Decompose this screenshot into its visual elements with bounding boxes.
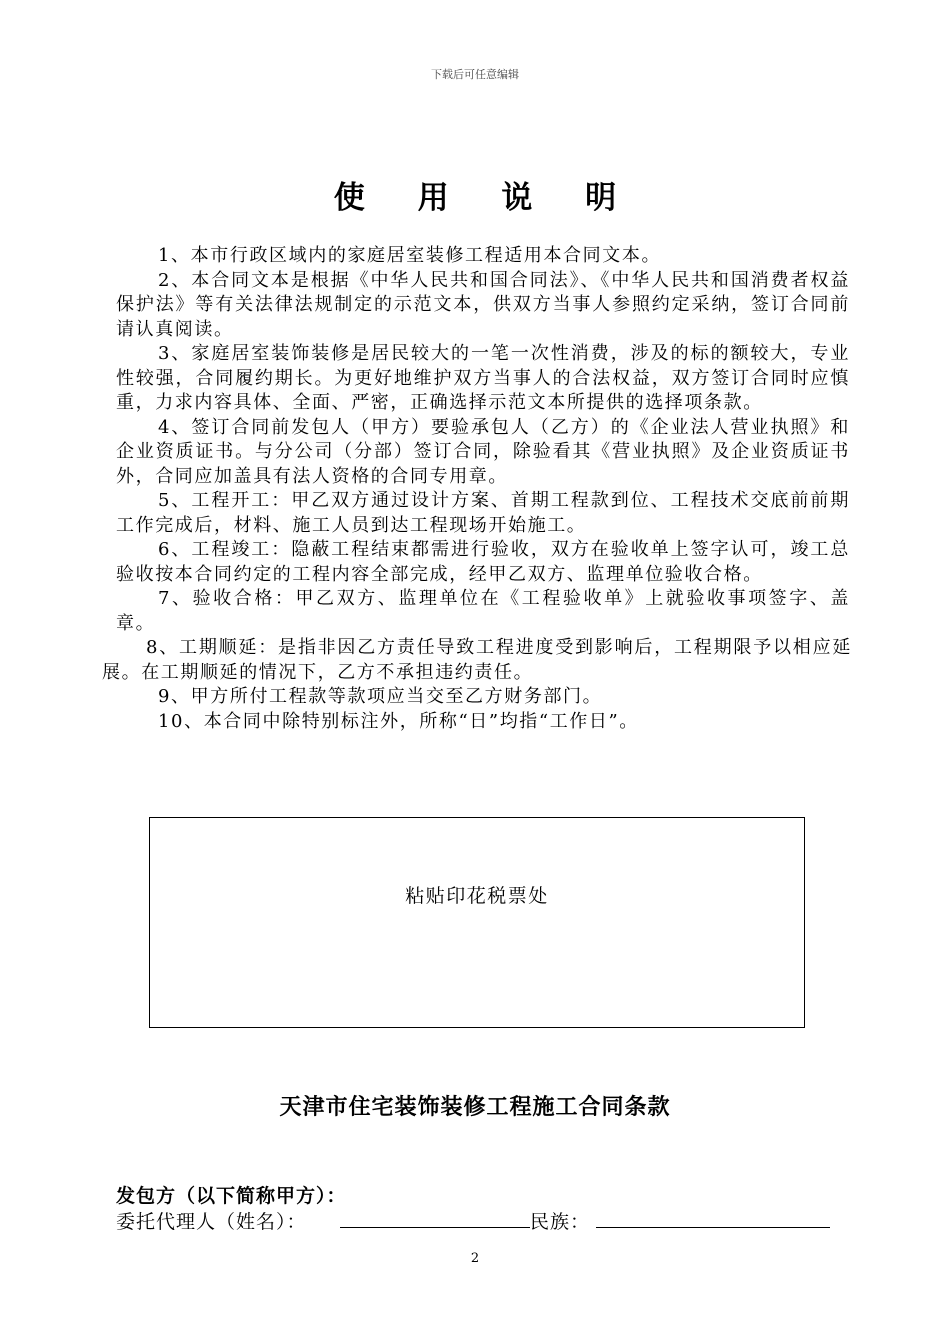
tax-stamp-box bbox=[149, 817, 805, 1028]
instruction-item: 5、工程开工：甲乙双方通过设计方案、首期工程款到位、工程技术交底前前期工作完成后，材料、施工人员到达工程现场开始施工。 bbox=[116, 490, 850, 536]
instruction-item: 6、工程竣工：隐蔽工程结束都需进行验收，双方在验收单上签字认可，竣工总验收按本合同约定的工程内容全部完成，经甲乙双方、监理单位验收合格。 bbox=[116, 539, 850, 585]
instruction-item: 1、本市行政区域内的家庭居室装修工程适用本合同文本。 bbox=[158, 245, 662, 266]
ethnicity-label: 民族： bbox=[530, 1211, 591, 1233]
agent-name-blank[interactable] bbox=[340, 1227, 530, 1228]
instruction-item: 4、签订合同前发包人（甲方）要验承包人（乙方）的《企业法人营业执照》和企业资质证书。与分公司（分部）签订合同，除验看其《营业执照》及企业资质证书外，合同应加盖具有法人资格的合同专用章。 bbox=[116, 416, 850, 487]
ethnicity-blank[interactable] bbox=[596, 1227, 830, 1228]
contract-terms-title: 天津市住宅装饰装修工程施工合同条款 bbox=[279, 1094, 671, 1120]
agent-line bbox=[116, 1207, 846, 1237]
instructions-list bbox=[102, 244, 852, 734]
page-number: 2 bbox=[470, 1251, 480, 1266]
party-a-label: 发包方（以下简称甲方）： bbox=[116, 1185, 347, 1207]
instruction-item: 8、工期顺延：是指非因乙方责任导致工程进度受到影响后，工程期限予以相应延展。在工期顺延的情况下，乙方不承担违约责任。 bbox=[102, 637, 852, 683]
agent-name-label: 委托代理人（姓名）： bbox=[116, 1211, 307, 1233]
instruction-item: 9、甲方所付工程款等款项应当交至乙方财务部门。 bbox=[158, 686, 603, 707]
header-note: 下载后可任意编辑 bbox=[431, 68, 519, 81]
instruction-item: 7、验收合格：甲乙双方、监理单位在《工程验收单》上就验收事项签字、盖章。 bbox=[116, 588, 850, 634]
page-title: 使 用 说 明 bbox=[333, 180, 638, 216]
instruction-item: 10、本合同中除特别标注外，所称“日”均指“工作日”。 bbox=[158, 710, 639, 732]
tax-stamp-label: 粘贴印花税票处 bbox=[405, 885, 549, 907]
instruction-item: 2、本合同文本是根据《中华人民共和国合同法》、《中华人民共和国消费者权益保护法》等有关法律法规制定的示范文本，供双方当事人参照约定采纳，签订合同前请认真阅读。 bbox=[116, 269, 850, 340]
instruction-item: 3、家庭居室装饰装修是居民较大的一笔一次性消费，涉及的标的额较大，专业性较强，合同履约期长。为更好地维护双方当事人的合法权益，双方签订合同时应慎重，力求内容具体、全面、严密，正确选择示范文本所提供的选择项条款。 bbox=[116, 343, 850, 413]
